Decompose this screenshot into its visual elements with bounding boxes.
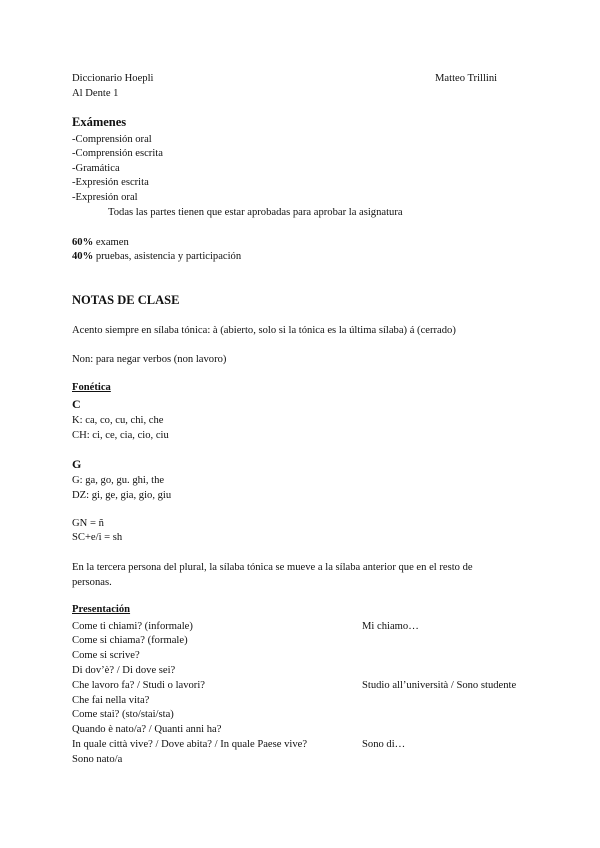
examenes-title: Exámenes	[72, 115, 127, 129]
presentacion-question: Come ti chiami? (informale)	[72, 621, 193, 632]
fonetica-line: GN = ñ	[72, 518, 104, 529]
acento-note: Acento siempre en sílaba tónica: à (abierto, solo si la tónica es la última sílaba) á (cerrado)	[72, 325, 456, 336]
presentacion-question: Sono nato/a	[72, 754, 123, 765]
header-dictionary: Diccionario Hoepli	[72, 73, 154, 84]
presentacion-answer: Studio all’università / Sono studente	[362, 680, 517, 691]
grading-pct: 60%	[72, 237, 94, 248]
presentacion-question: In quale città vive? / Dove abita? / In quale Paese vive?	[72, 739, 308, 750]
presentacion-question: Di dov’è? / Di dove sei?	[72, 665, 176, 676]
tercera-note: En la tercera persona del plural, la sílaba tónica se mueve a la sílaba anterior que en el resto de	[72, 562, 473, 573]
exam-item: -Expresión escrita	[72, 177, 149, 188]
grading-line	[72, 236, 129, 250]
non-note: Non: para negar verbos (non lavoro)	[72, 354, 227, 365]
exam-item: -Comprensión escrita	[72, 148, 163, 159]
grading-pct: 40%	[72, 251, 94, 262]
fonetica-line: K: ca, co, cu, chi, che	[72, 415, 164, 426]
presentacion-answer: Mi chiamo…	[362, 621, 419, 632]
grading-text: examen	[93, 237, 129, 248]
fonetica-line: CH: ci, ce, cia, cio, ciu	[72, 430, 169, 441]
fonetica-title: Fonética	[72, 382, 111, 393]
fonetica-line: DZ: gi, ge, gia, gio, giu	[72, 490, 172, 501]
exam-item: -Comprensión oral	[72, 134, 152, 145]
presentacion-question: Come si scrive?	[72, 650, 140, 661]
header-author: Matteo Trillini	[435, 73, 498, 84]
presentacion-question: Che lavoro fa? / Studi o lavori?	[72, 680, 205, 691]
fonetica-c-label: C	[72, 397, 81, 411]
fonetica-line: G: ga, go, gu. ghi, the	[72, 475, 165, 486]
fonetica-g-label: G	[72, 457, 82, 471]
exam-item: -Expresión oral	[72, 192, 138, 203]
fonetica-line: SC+e/i = sh	[72, 532, 123, 543]
presentacion-question: Come si chiama? (formale)	[72, 635, 188, 646]
presentacion-title: Presentación	[72, 604, 131, 615]
exam-note: Todas las partes tienen que estar aprobadas para aprobar la asignatura	[108, 207, 403, 218]
notas-title: NOTAS DE CLASE	[72, 293, 180, 307]
presentacion-question: Che fai nella vita?	[72, 695, 150, 706]
presentacion-answer: Sono di…	[362, 739, 406, 750]
presentacion-question: Quando è nato/a? / Quanti anni ha?	[72, 724, 222, 735]
presentacion-question: Come stai? (sto/stai/sta)	[72, 709, 174, 720]
grading-text: pruebas, asistencia y participación	[93, 251, 242, 262]
header-textbook: Al Dente 1	[72, 88, 119, 99]
grading-line	[72, 250, 241, 264]
exam-item: -Gramática	[72, 163, 120, 174]
tercera-note-cont: personas.	[72, 577, 112, 588]
